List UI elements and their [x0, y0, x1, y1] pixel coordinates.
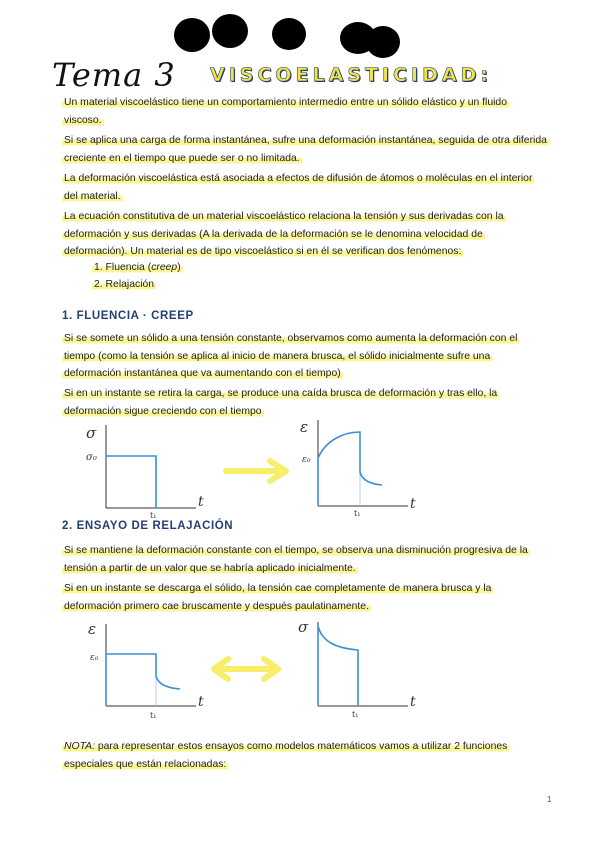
strain-curve [318, 432, 382, 506]
t1-label: t₁ [354, 509, 361, 518]
note-paragraph: NOTA: para representar estos ensayos como modelos matemáticos vamos a utilizar 2 funciones especiales que están relacionadas: [64, 741, 508, 770]
section-2-heading: 2. ENSAYO DE RELAJACIÓN [62, 520, 234, 532]
stress-curve [318, 626, 358, 706]
section-2-paragraph-2: Si en un instante se descarga el sólido, la tensión cae completamente de manera brusca y la deformación primero cae bruscamente y después paulatinamente. [64, 583, 492, 612]
redaction-blob [366, 26, 400, 58]
sigma-axis-label: σ [86, 424, 97, 442]
intro-paragraph-3: La deformación viscoelástica está asociada a efectos de difusión de átomos o moléculas en el interior del material. [64, 173, 533, 202]
creep-strain-graph [296, 412, 426, 520]
intro-paragraph-4: La ecuación constitutiva de un material viscoelástico relaciona la tensión y sus derivadas con la deformación y sus derivadas (A la derivada de la deformación se le denomina velocidad de deformación). Un material es de tipo viscoelástico si en él se verifican dos fenómenos: [64, 211, 504, 257]
intro-paragraph-2: Si se aplica una carga de forma instantánea, sufre una deformación instantánea, seguida de otra diferida creciente en el tiempo que puede ser o no limitada. [64, 135, 547, 164]
right-arrow-icon [222, 458, 294, 486]
stress-curve [106, 456, 156, 508]
section-1-paragraph-1: Si se somete un sólido a una tensión constante, observamos como aumenta la deformación con el tiempo (como la tensión se aplica al inicio de manera brusca, el sólido inicialmente sufre una deformación instantánea que va aumentando con el tiempo) [64, 333, 518, 379]
t-axis-label: t [410, 694, 416, 710]
epsilon0-label: ε₀ [90, 653, 99, 663]
list-item-fluencia: 1. Fluencia (creep) [94, 262, 181, 273]
redaction-blob [212, 14, 248, 48]
section-1-heading: 1. FLUENCIA · CREEP [62, 310, 194, 322]
relaxation-strain-graph [84, 618, 214, 722]
page-title: VISCOELASTICIDAD: [210, 64, 492, 86]
section-1-paragraph-2: Si en un instante se retira la carga, se produce una caída brusca de deformación y tras ello, la deformación sigue creciendo con el tiempo [64, 388, 498, 417]
creep-stress-graph [84, 420, 214, 520]
sigma-axis-label: σ [298, 618, 309, 636]
page-number: 1 [547, 795, 552, 804]
t1-label: t₁ [150, 511, 157, 520]
t-axis-label: t [198, 494, 204, 510]
epsilon-axis-label: ε [88, 620, 97, 638]
epsilon-axis-label: ε [300, 418, 309, 436]
handwritten-topic-title: Tema 3 [52, 56, 176, 94]
strain-curve [106, 654, 180, 706]
t-axis-label: t [410, 496, 416, 512]
section-2-paragraph-1: Si se mantiene la deformación constante con el tiempo, se observa una disminución progresiva de la tensión a partir de un valor que se habría aplicado inicialmente. [64, 545, 528, 574]
relaxation-stress-graph [296, 614, 426, 722]
sigma0-label: σ₀ [86, 452, 97, 463]
t1-label: t₁ [352, 710, 359, 719]
redaction-blob [272, 18, 306, 50]
redaction-blob [174, 18, 210, 52]
double-arrow-icon [208, 654, 284, 684]
t1-label: t₁ [150, 711, 157, 720]
intro-paragraph-1: Un material viscoelástico tiene un comportamiento intermedio entre un sólido elástico y un fluido viscoso. [64, 97, 507, 126]
list-item-relajacion: 2. Relajación [94, 279, 155, 290]
epsilon0-label: ε₀ [302, 455, 311, 465]
t-axis-label: t [198, 694, 204, 710]
